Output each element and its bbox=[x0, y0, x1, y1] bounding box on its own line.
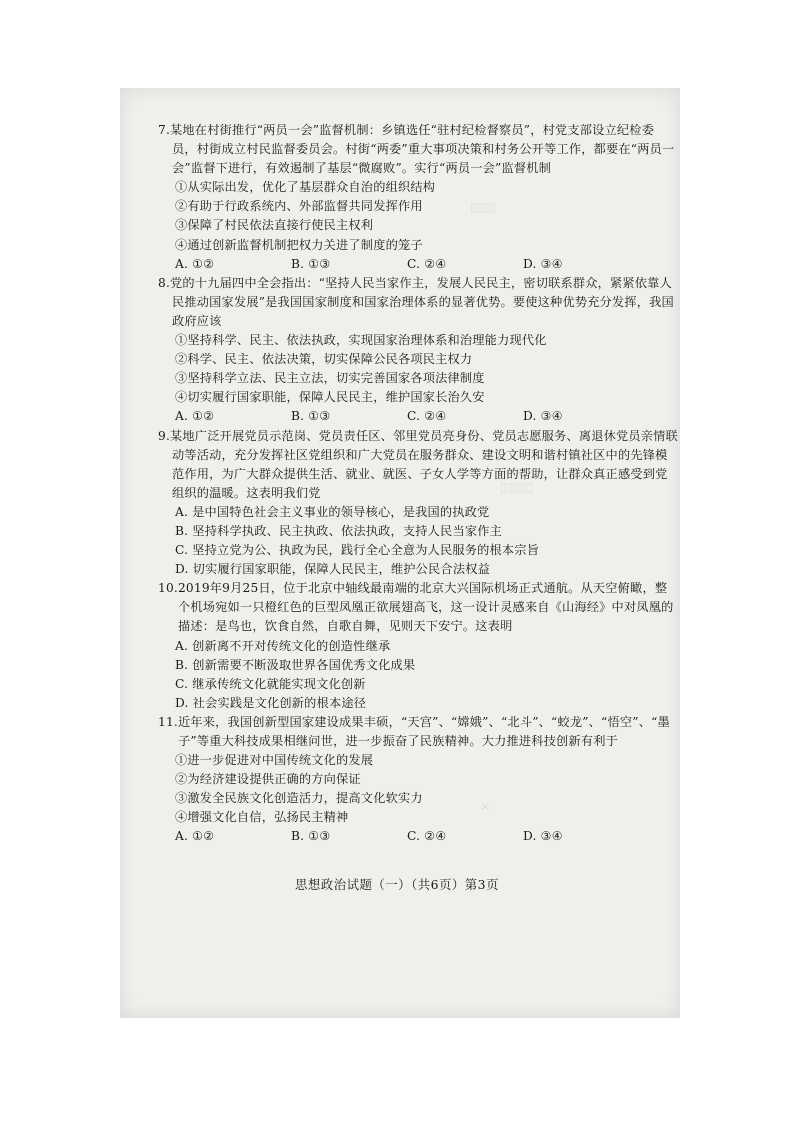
statement: ④增强文化自信，弘扬民主精神 bbox=[175, 810, 349, 825]
question-8 bbox=[158, 274, 678, 427]
option-c: C. ②④ bbox=[407, 256, 447, 271]
question-10 bbox=[158, 579, 678, 713]
statement: ④通过创新监督机制把权力关进了制度的笼子 bbox=[175, 237, 423, 252]
option-a: A. 创新离不开对传统文化的创造性继承 bbox=[175, 638, 391, 653]
statement: ①从实际出发，优化了基层群众自治的组织结构 bbox=[175, 180, 436, 195]
exam-content bbox=[158, 121, 678, 847]
option-a: A. ①② bbox=[175, 409, 215, 424]
option-c: C. ②④ bbox=[407, 829, 447, 844]
option-a: A. 是中国特色社会主义事业的领导核心，是我国的执政党 bbox=[175, 504, 490, 519]
option-b: B. ①③ bbox=[291, 256, 331, 271]
option-d: D. ③④ bbox=[523, 829, 563, 844]
question-9 bbox=[158, 427, 678, 580]
answer-options bbox=[158, 827, 678, 846]
option-a: A. ①② bbox=[175, 829, 215, 844]
option-b: B. ①③ bbox=[291, 409, 331, 424]
option-d: D. ③④ bbox=[523, 256, 563, 271]
statement: ④切实履行国家职能，保障人民民主，维护国家长治久安 bbox=[175, 390, 485, 405]
statement: ②科学、民主、依法决策，切实保障公民各项民主权力 bbox=[175, 352, 473, 367]
statement: ②为经济建设提供正确的方向保证 bbox=[175, 772, 361, 787]
statement: ①进一步促进对中国传统文化的发展 bbox=[175, 753, 374, 768]
option-b: B. ①③ bbox=[291, 829, 331, 844]
option-b: B. 创新需要不断汲取世界各国优秀文化成果 bbox=[175, 657, 416, 672]
question-stem: 7.某地在村街推行“两员一会”监督机制：乡镇选任“驻村纪检督察员”，村党支部设立纪检委员，村街成立村民监督委员会。村街“两委”重大事项决策和村务公开等工作，都要在“两员一会”监督下进行，有效遏制了基层“微腐败”。实行“两员一会”监督机制 bbox=[158, 123, 675, 176]
option-c: C. 坚持立党为公、执政为民，践行全心全意为人民服务的根本宗旨 bbox=[175, 543, 540, 558]
statement: ①坚持科学、民主、依法执政，实现国家治理体系和治理能力现代化 bbox=[175, 333, 547, 348]
option-a: A. ①② bbox=[175, 256, 215, 271]
statement: ③保障了村民依法直接行使民主权利 bbox=[175, 218, 374, 233]
question-11 bbox=[158, 713, 678, 847]
question-stem: 9.某地广泛开展党员示范岗、党员责任区、邻里党员亮身份、党员志愿服务、离退休党员亲情联动等活动，充分发挥社区党组织和广大党员在服务群众、建设文明和谐村镇社区中的先锋模范作用，为广大群众提供生活、就业、就医、子女人学等方面的帮助，让群众真正感受到党组织的温暖。这表明我们党 bbox=[158, 428, 678, 500]
option-c: C. 继承传统文化就能实现文化创新 bbox=[175, 676, 366, 691]
option-b: B. 坚持科学执政、民主执政、依法执政，支持人民当家作主 bbox=[175, 523, 502, 538]
answer-options bbox=[158, 255, 678, 274]
option-d: D. 社会实践是文化创新的根本途径 bbox=[175, 695, 367, 710]
statement: ②有助于行政系统内、外部监督共同发挥作用 bbox=[175, 199, 423, 214]
statement: ③坚持科学立法、民主立法，切实完善国家各项法律制度 bbox=[175, 371, 485, 386]
answer-options bbox=[158, 407, 678, 426]
question-stem: 11.近年来，我国创新型国家建设成果丰硕，“天宫”、“嫦娥”、“北斗”、“蛟龙”、“悟空”、“墨子”等重大科技成果相继问世，进一步振奋了民族精神。大力推进科技创新有利于 bbox=[158, 714, 670, 748]
statement: ③激发全民族文化创造活力，提高文化软实力 bbox=[175, 791, 423, 806]
option-c: C. ②④ bbox=[407, 409, 447, 424]
page-footer: 思想政治试题（一）（共6页）第3页 bbox=[295, 877, 499, 892]
question-stem: 8.党的十九届四中全会指出：“坚持人民当家作主，发展人民民主，密切联系群众，紧紧依靠人民推动国家发展”是我国国家制度和国家治理体系的显著优势。要使这种优势充分发挥，我国政府应该 bbox=[158, 275, 674, 328]
option-d: D. ③④ bbox=[523, 409, 563, 424]
question-stem: 10.2019年9月25日，位于北京中轴线最南端的北京大兴国际机场正式通航。从天空俯瞰，整个机场宛如一只橙红色的巨型凤凰正欲展翅高飞，这一设计灵感来自《山海经》中对凤凰的描述：是鸟也，饮食自然，自歌自舞，见则天下安宁。这表明 bbox=[158, 581, 674, 634]
option-d: D. 切实履行国家职能，保障人民民主，维护公民合法权益 bbox=[175, 562, 490, 577]
question-7 bbox=[158, 121, 678, 274]
